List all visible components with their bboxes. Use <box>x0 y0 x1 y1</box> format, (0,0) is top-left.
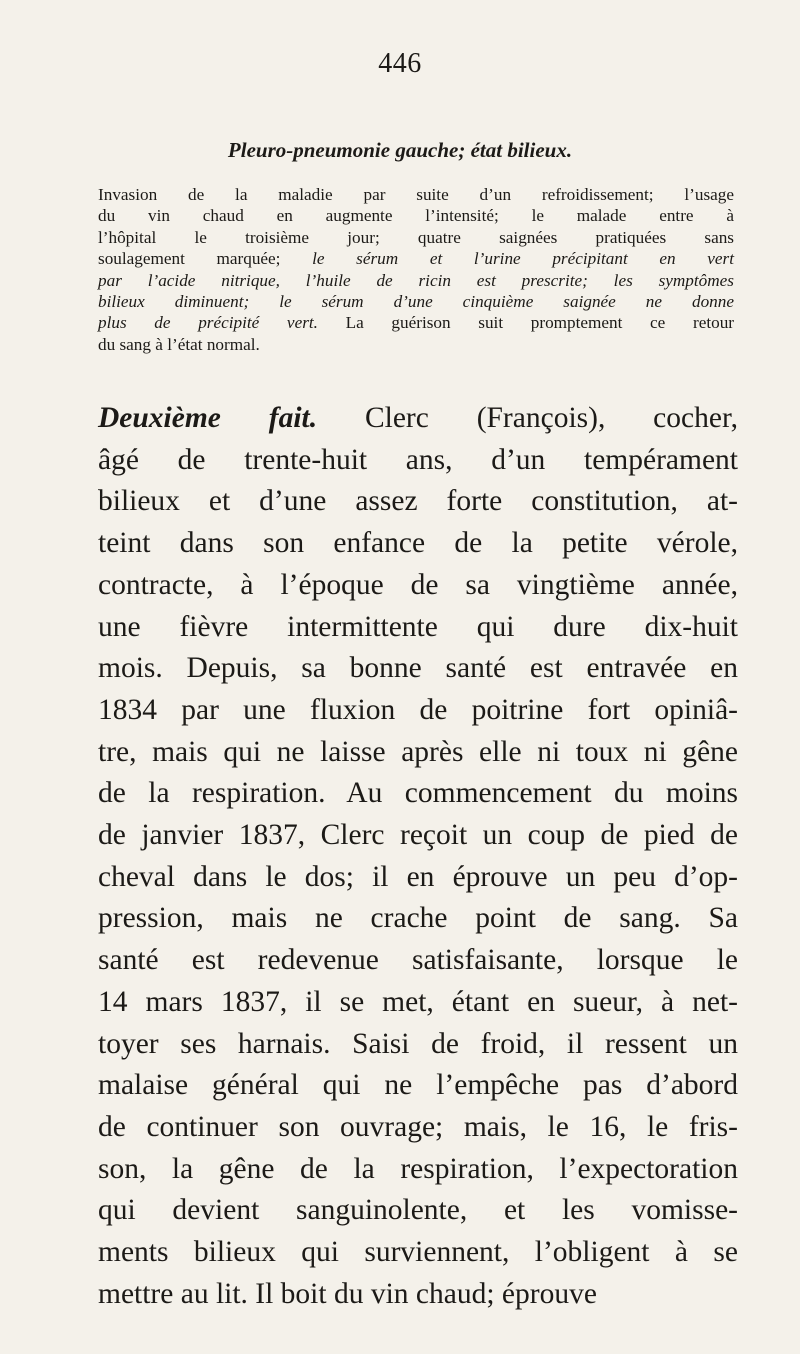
body-line: bilieux et d’une assez forte constitution, at- <box>98 485 738 518</box>
body-line: de la respiration. Au commencement du moins <box>98 777 738 810</box>
summary-line: l’hôpital le troisième jour; quatre saignées pratiquées sans <box>98 227 734 247</box>
case-summary <box>98 184 734 355</box>
body-line: toyer ses harnais. Saisi de froid, il ressent un <box>98 1027 738 1060</box>
summary-line: par l’acide nitrique, l’huile de ricin est prescrite; les symptômes <box>98 270 734 290</box>
case-lead: Deuxième fait. <box>98 402 318 434</box>
body-line: une fièvre intermittente qui dure dix-huit <box>98 610 738 643</box>
summary-line: Invasion de la maladie par suite d’un refroidissement; l’usage <box>98 185 734 204</box>
body-line: santé est redevenue satisfaisante, lorsque le <box>98 944 738 977</box>
body-line: tre, mais qui ne laisse après elle ni toux ni gêne <box>98 735 738 768</box>
body-line: 1834 par une fluxion de poitrine fort opiniâ- <box>98 693 738 726</box>
body-line: qui devient sanguinolente, et les vomisse- <box>98 1194 738 1227</box>
body-line: malaise général qui ne l’empêche pas d’abord <box>98 1069 738 1102</box>
body-line: mois. Depuis, sa bonne santé est entravée en <box>98 652 738 685</box>
summary-line: soulagement marquée; le sérum et l’urine précipitant en vert <box>98 249 735 269</box>
body-line: 14 mars 1837, il se met, étant en sueur, à net- <box>98 985 738 1018</box>
body-line: de continuer son ouvrage; mais, le 16, le fris- <box>98 1110 738 1143</box>
section-heading: Pleuro-pneumonie gauche; état bilieux. <box>227 138 573 162</box>
body-line: ments bilieux qui surviennent, l’obligent à se <box>98 1236 738 1269</box>
body-line: mettre au lit. Il boit du vin chaud; éprouve <box>98 1277 597 1310</box>
body-line: pression, mais ne crache point de sang. Sa <box>98 902 738 935</box>
body-line: de janvier 1837, Clerc reçoit un coup de pied de <box>98 819 738 852</box>
summary-line: bilieux diminuent; le sérum d’une cinquième saignée ne donne <box>98 292 734 312</box>
body-line: Deuxième fait. Clerc (François), cocher, <box>98 402 738 434</box>
case-body <box>98 398 738 1315</box>
body-line: âgé de trente-huit ans, d’un tempérament <box>98 443 738 476</box>
summary-line: du sang à l’état normal. <box>98 334 260 354</box>
summary-line: du vin chaud en augmente l’intensité; le malade entre à <box>98 206 734 226</box>
body-line: son, la gêne de la respiration, l’expectoration <box>98 1152 738 1185</box>
body-line: teint dans son enfance de la petite vérole, <box>98 527 738 560</box>
summary-line: plus de précipité vert. La guérison suit promptement ce retour <box>98 313 735 333</box>
body-line: contracte, à l’époque de sa vingtième année, <box>98 568 738 601</box>
page-number: 446 <box>378 48 422 79</box>
body-line: cheval dans le dos; il en éprouve un peu d’op- <box>98 860 738 893</box>
